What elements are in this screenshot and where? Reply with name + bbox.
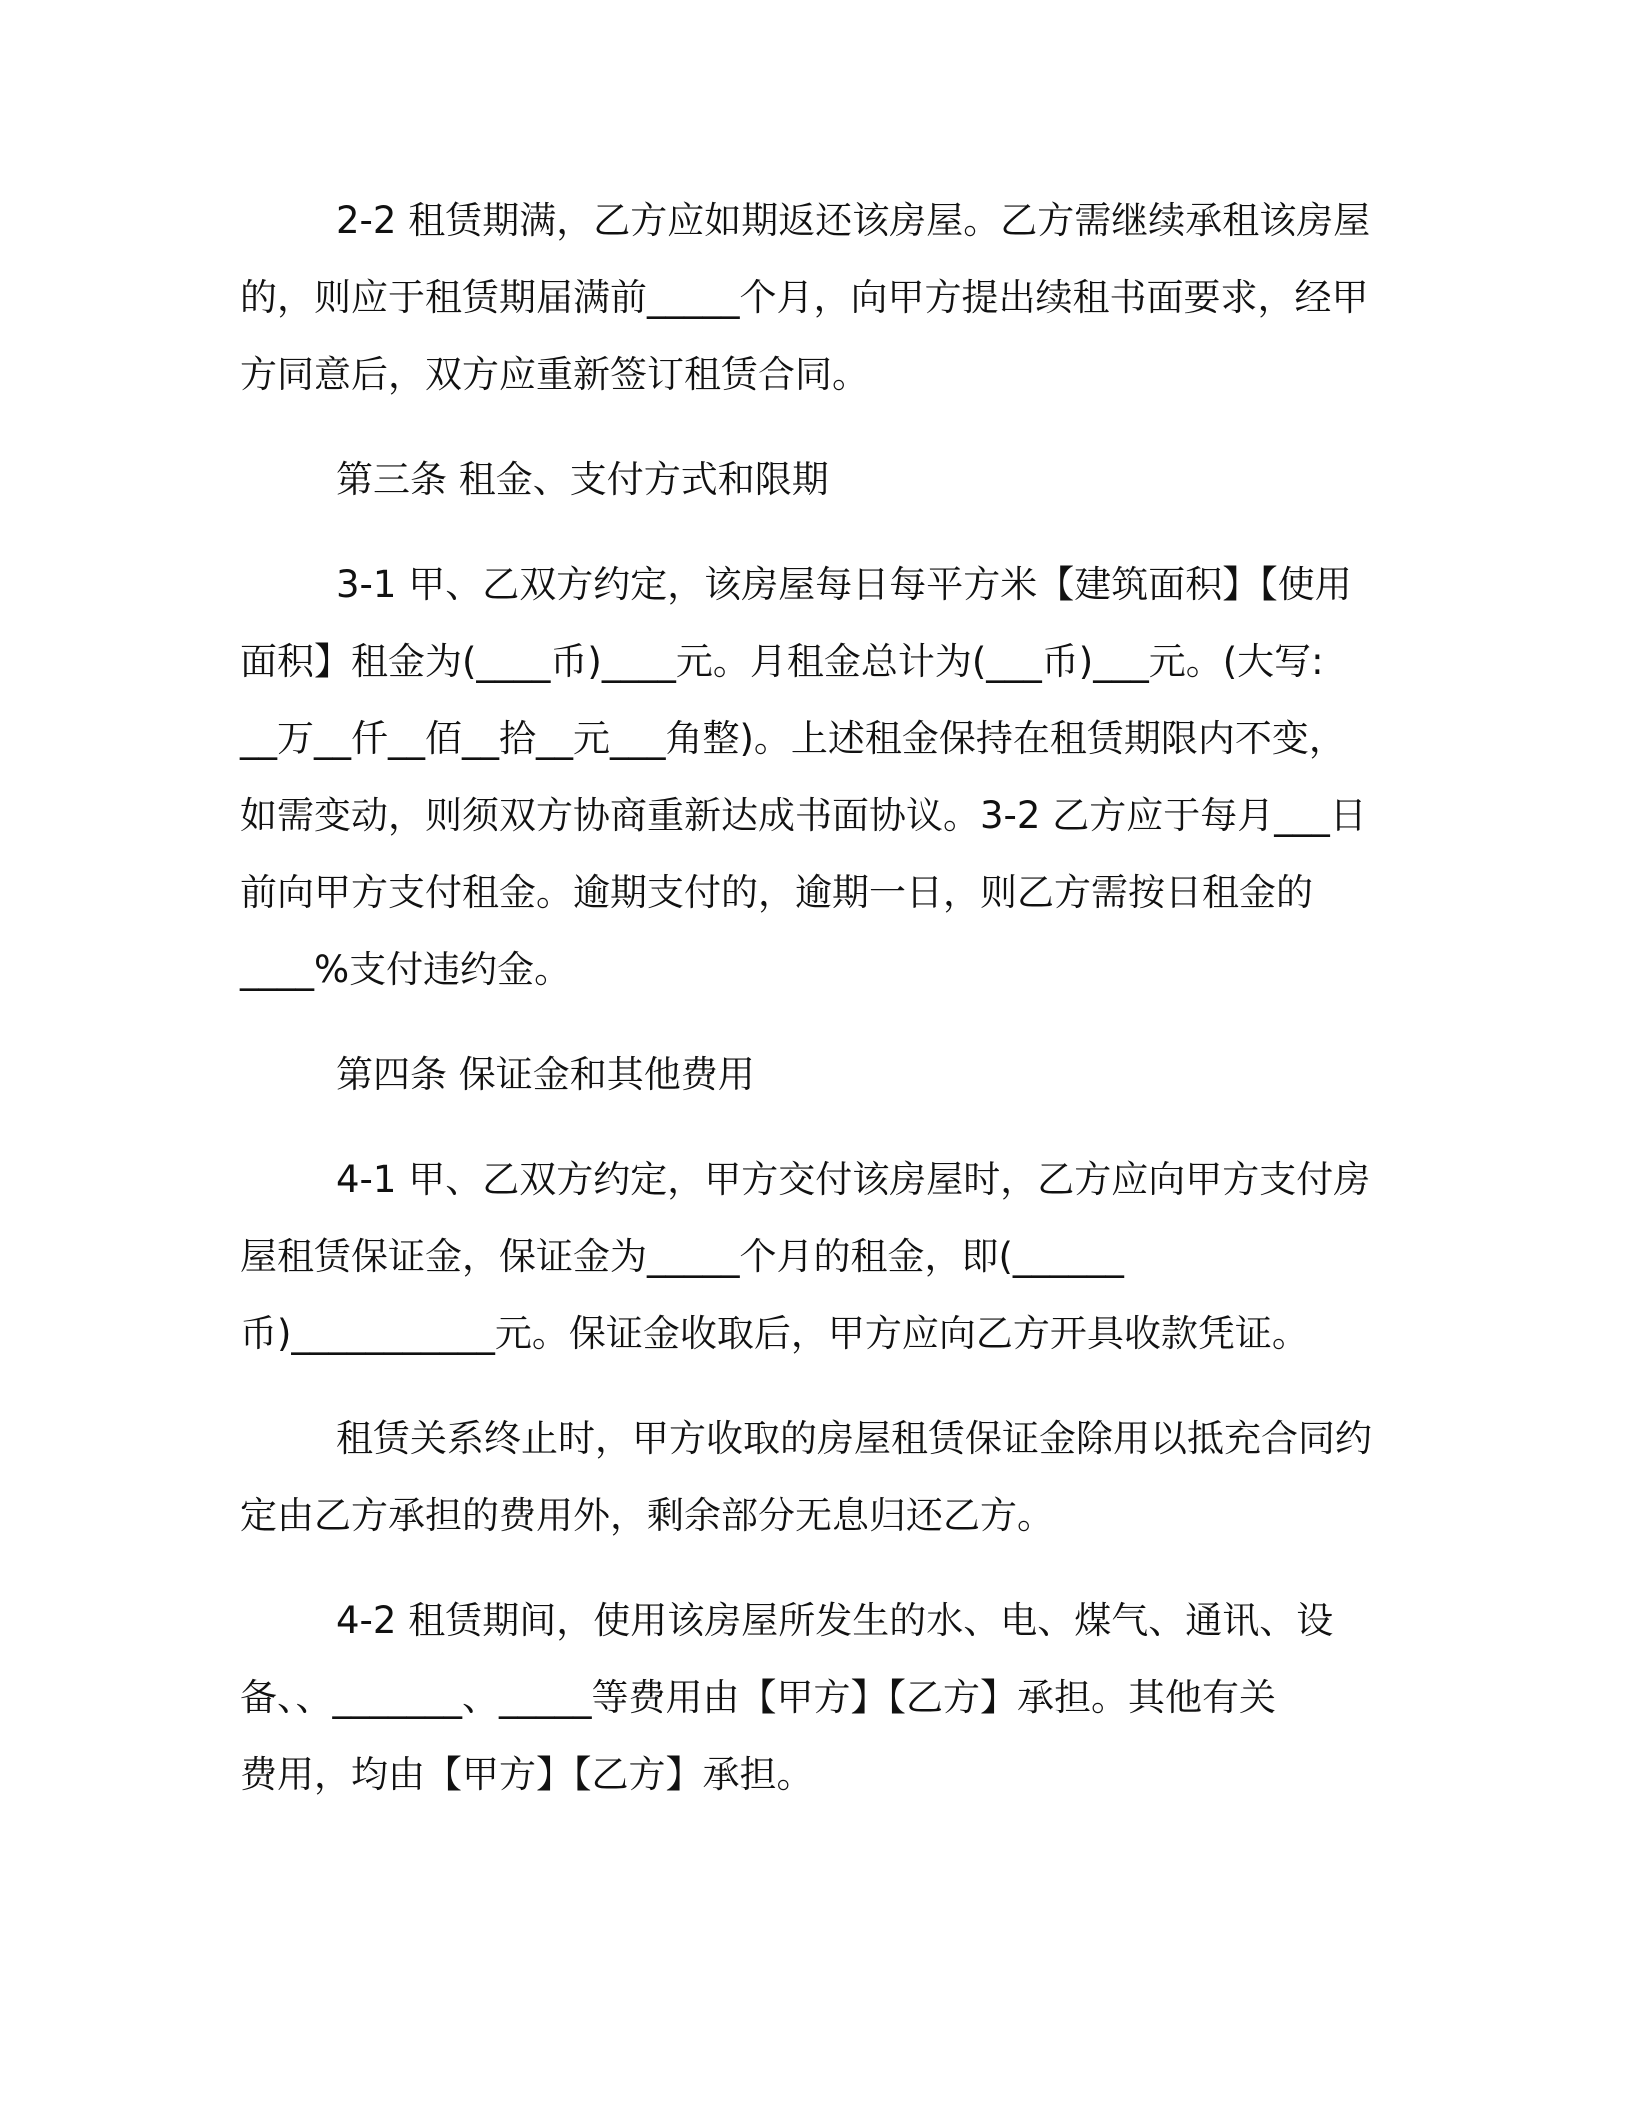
text-line: 3-1 甲、乙双方约定，该房屋每日每平方米【建筑面积】【使用 bbox=[336, 563, 1352, 606]
text-line: 定由乙方承担的费用外，剩余部分无息归还乙方。 bbox=[240, 1494, 1054, 1537]
text-line: 如需变动，则须双方协商重新达成书面协议。3-2 乙方应于每月___日 bbox=[240, 794, 1367, 837]
document-body bbox=[240, 182, 1400, 1841]
text-line: 面积】租金为(____币)____元。月租金总计为(___币)___元。(大写: bbox=[240, 640, 1324, 683]
text-line: 备、、_______、_____等费用由【甲方】【乙方】承担。其他有关 bbox=[240, 1676, 1276, 1719]
clause-2-2 bbox=[240, 182, 1400, 413]
text-line: 前向甲方支付租金。逾期支付的，逾期一日，则乙方需按日租金的 bbox=[240, 871, 1313, 914]
article-4-title: 第四条 保证金和其他费用 bbox=[336, 1053, 755, 1096]
text-line: 2-2 租赁期满，乙方应如期返还该房屋。乙方需继续承租该房屋 bbox=[336, 199, 1371, 242]
clause-4-1-continued bbox=[240, 1400, 1400, 1554]
text-line: ____%支付违约金。 bbox=[240, 948, 572, 991]
clause-3-1 bbox=[240, 546, 1400, 1008]
article-3-title: 第三条 租金、支付方式和限期 bbox=[336, 458, 829, 501]
clause-4-2 bbox=[240, 1582, 1400, 1813]
text-line: 的，则应于租赁期届满前_____个月，向甲方提出续租书面要求，经甲 bbox=[240, 276, 1369, 319]
text-line: 方同意后，双方应重新签订租赁合同。 bbox=[240, 353, 869, 396]
clause-4-1 bbox=[240, 1141, 1400, 1372]
text-line: 费用，均由【甲方】【乙方】承担。 bbox=[240, 1753, 814, 1796]
text-line: 4-1 甲、乙双方约定，甲方交付该房屋时，乙方应向甲方支付房 bbox=[336, 1158, 1371, 1201]
text-line: __万__仟__佰__拾__元___角整)。上述租金保持在租赁期限内不变， bbox=[240, 717, 1346, 760]
text-line: 4-2 租赁期间，使用该房屋所发生的水、电、煤气、通讯、设 bbox=[336, 1599, 1334, 1642]
text-line: 币)___________元。保证金收取后，甲方应向乙方开具收款凭证。 bbox=[240, 1312, 1309, 1355]
text-line: 屋租赁保证金，保证金为_____个月的租金，即(______ bbox=[240, 1235, 1124, 1278]
text-line: 租赁关系终止时，甲方收取的房屋租赁保证金除用以抵充合同约 bbox=[336, 1417, 1372, 1460]
